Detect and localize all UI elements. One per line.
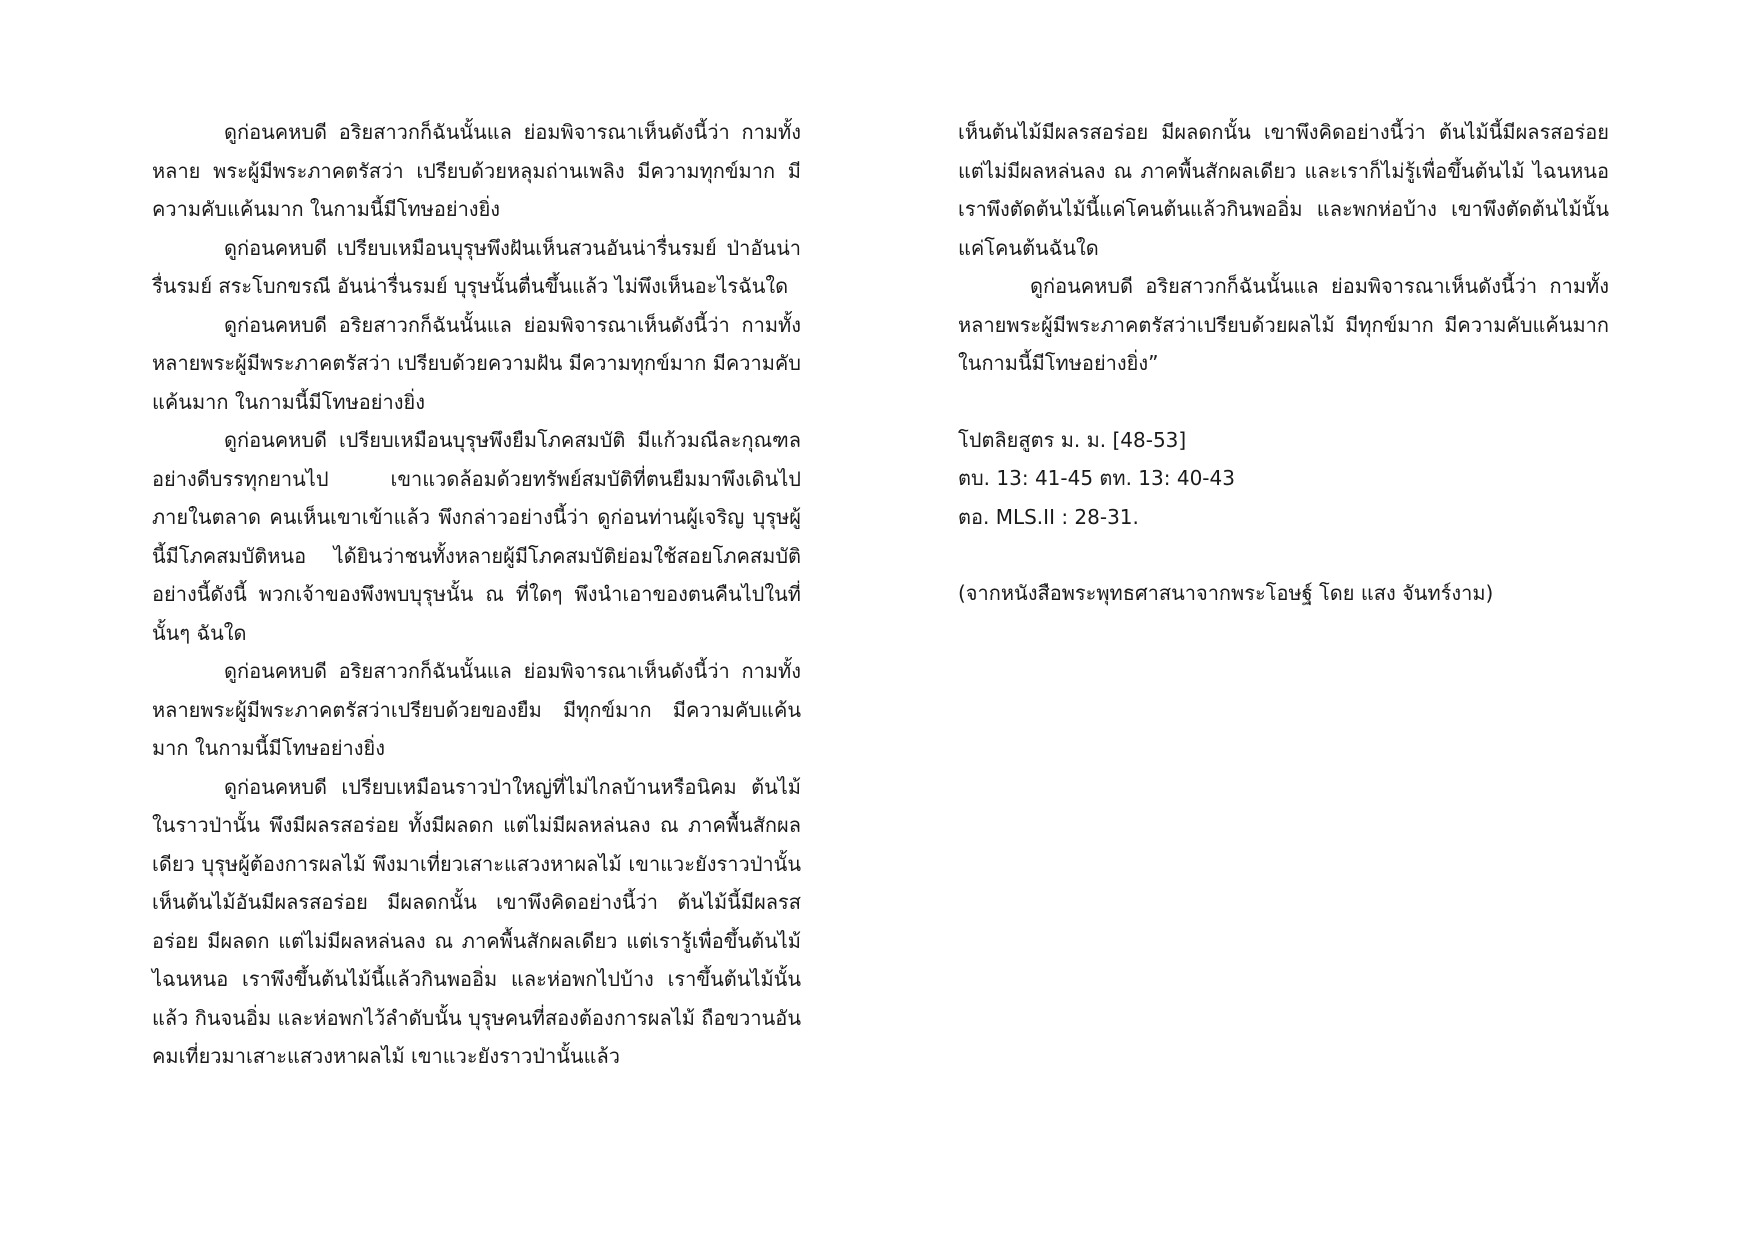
paragraph-5: ดูก่อนคหบดี อริยสาวกก็ฉันนั้นแล ย่อมพิจารณาเห็นดังนี้ว่า กามทั้งหลายพระผู้มีพระภาคตรัสว่าเปรียบด้วยของยืม มีทุกข์มาก มีความคับแค้นมาก ในกามนี้มีโทษอย่างยิ่ง: [152, 659, 801, 760]
paragraph-1: ดูก่อนคหบดี อริยสาวกก็ฉันนั้นแล ย่อมพิจารณาเห็นดังนี้ว่า กามทั้งหลาย พระผู้มีพระภาคตรัสว่า เปรียบด้วยหลุมถ่านเพลิง มีความทุกข์มาก มีความคับแค้นมาก ในกามนี้มีโทษอย่างยิ่ง: [152, 120, 801, 221]
reference-line: ตบ. 13: 41-45 ตท. 13: 40-43: [958, 466, 1235, 490]
right-column: [958, 113, 1609, 613]
paragraph-2: ดูก่อนคหบดี เปรียบเหมือนบุรุษพึงฝันเห็นสวนอันน่ารื่นรมย์ ป่าอันน่ารื่นรมย์ สระโบกขรณี อันน่ารื่นรมย์ บุรุษนั้นตื่นขึ้นแล้ว ไม่พึงเห็นอะไรฉันใด: [152, 235, 801, 298]
paragraph-7: ดูก่อนคหบดี อริยสาวกก็ฉันนั้นแล ย่อมพิจารณาเห็นดังนี้ว่า กามทั้งหลายพระผู้มีพระภาคตรัสว่าเปรียบด้วยผลไม้ มีทุกข์มาก มีความคับแค้นมาก ในกามนี้มีโทษอย่างยิ่ง”: [958, 274, 1609, 375]
paragraph-3: ดูก่อนคหบดี อริยสาวกก็ฉันนั้นแล ย่อมพิจารณาเห็นดังนี้ว่า กามทั้งหลายพระผู้มีพระภาคตรัสว่า เปรียบด้วยความฝัน มีความทุกข์มาก มีความคับแค้นมาก ในกามนี้มีโทษอย่างยิ่ง: [152, 312, 801, 414]
reference-line: โปตลิยสูตร ม. ม. [48-53]: [958, 427, 1187, 452]
source-citation: (จากหนังสือพระพุทธศาสนาจากพระโอษฐ์ โดย แสง จันทร์งาม): [958, 581, 1494, 605]
paragraph-4: ดูก่อนคหบดี เปรียบเหมือนบุรุษพึงยืมโภคสมบัติ มีแก้วมณีละกุณฑลอย่างดีบรรทุกยานไป เขาแวดล้อมด้วยทรัพย์สมบัติที่ตนยืมมาพึงเดินไปภายในตลาด คนเห็นเขาเข้าแล้ว พึงกล่าวอย่างนี้ว่า ดูก่อนท่านผู้เจริญ บุรุษผู้นี้มีโภคสมบัติหนอ ได้ยินว่าชนทั้งหลายผู้มีโภคสมบัติย่อมใช้สอยโภคสมบัติอย่างนี้ดังนี้ พวกเจ้าของพึงพบบุรุษนั้น ณ ที่ใดๆ พึงนำเอาของตนคืนไปในที่นั้นๆ ฉันใด: [152, 428, 801, 645]
reference-line: ตอ. MLS.II : 28-31.: [958, 504, 1139, 529]
paragraph-6: ดูก่อนคหบดี เปรียบเหมือนราวป่าใหญ่ที่ไม่ไกลบ้านหรือนิคม ต้นไม้ในราวป่านั้น พึงมีผลรสอร่อย ทั้งมีผลดก แต่ไม่มีผลหล่นลง ณ ภาคพื้นสักผลเดียว บุรุษผู้ต้องการผลไม้ พึงมาเที่ยวเสาะแสวงหาผลไม้ เขาแวะยังราวป่านั้น เห็นต้นไม้อันมีผลรสอร่อย มีผลดกนั้น เขาพึงคิดอย่างนี้ว่า ต้นไม้นี้มีผลรสอร่อย มีผลดก แต่ไม่มีผลหล่นลง ณ ภาคพื้นสักผลเดียว แต่เรารู้เพื่อขึ้นต้นไม้ไฉนหนอ เราพึงขึ้นต้นไม้นี้แล้วกินพออิ่ม และห่อพกไปบ้าง เราขึ้นต้นไม้นั้นแล้ว กินจนอิ่ม และห่อพกไว้ลำดับนั้น บุรุษคนที่สองต้องการผลไม้ ถือขวานอันคมเที่ยวมาเสาะแสวงหาผลไม้ เขาแวะยังราวป่านั้นแล้ว: [152, 774, 801, 1068]
left-column: [152, 113, 801, 1076]
paragraph-continuation: เห็นต้นไม้มีผลรสอร่อย มีผลดกนั้น เขาพึงคิดอย่างนี้ว่า ต้นไม้นี้มีผลรสอร่อย แต่ไม่มีผลหล่นลง ณ ภาคพื้นสักผลเดียว และเราก็ไม่รู้เพื่อขึ้นต้นไม้ ไฉนหนอ เราพึงตัดต้นไม้นี้แค่โคนต้นแล้วกินพออิ่ม และพกห่อบ้าง เขาพึงตัดต้นไม้นั้น แค่โคนต้นฉันใด: [958, 120, 1609, 260]
sutta-references: [958, 421, 1609, 537]
